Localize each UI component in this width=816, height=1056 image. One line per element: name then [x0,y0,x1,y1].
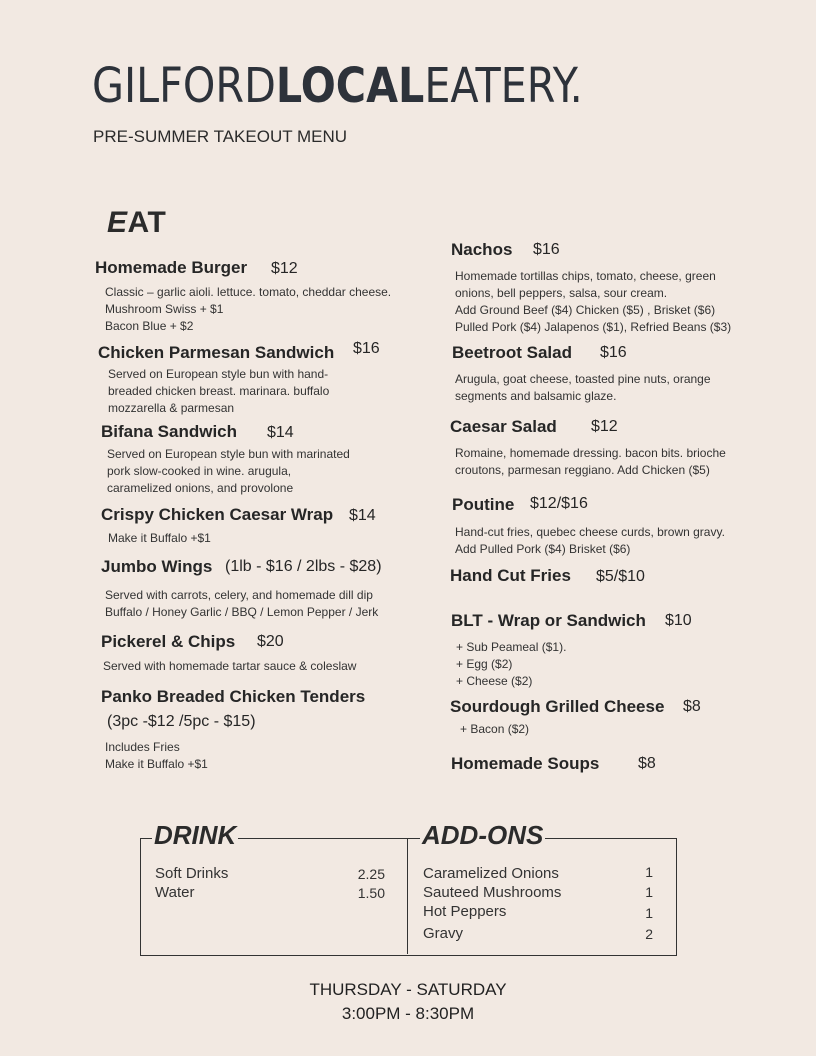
menu-item-name: Homemade Burger [95,258,248,277]
menu-item-name: BLT - Wrap or Sandwich [451,611,646,630]
description-line: Served on European style bun with hand- [108,367,329,381]
logo-text-gilford: GILFORD [92,58,276,114]
menu-item-name: Bifana Sandwich [101,422,238,441]
menu-item-name: Beetroot Salad [452,343,572,362]
description-line: mozzarella & parmesan [108,401,235,415]
addon-item-price: 1 [645,905,653,921]
description-line: Homemade tortillas chips, tomato, cheese, green [455,269,716,283]
menu-item-name: Nachos [451,240,513,259]
description-line: Add Pulled Pork ($4) Brisket ($6) [455,542,631,556]
menu-item-name: Chicken Parmesan Sandwich [98,343,335,362]
menu-item-description [107,446,350,497]
menu-item-name: Hand Cut Fries [450,566,571,585]
menu-item-name: Homemade Soups [451,754,600,773]
description-line: + Egg ($2) [456,657,513,671]
eat-heading-initial: E [107,206,128,239]
description-line: Served with carrots, celery, and homemade dill dip [105,588,373,602]
hours-days: THURSDAY - SATURDAY [309,980,507,999]
eat-heading [107,206,166,240]
drinks-addons-box [140,838,677,956]
description-line: Served with homemade tartar sauce & coleslaw [103,659,357,673]
description-line: Pulled Pork ($4) Jalapenos ($1), Refried Beans ($3) [455,320,732,334]
addon-item-price: 1 [645,864,653,880]
menu-item-price: (1lb - $16 / 2lbs - $28) [225,558,382,575]
description-line: caramelized onions, and provolone [107,481,294,495]
description-line: Classic – garlic aioli. lettuce. tomato, cheddar cheese. [105,285,392,299]
menu-item-price: $16 [533,241,560,258]
menu-item-price: (3pc -$12 /5pc - $15) [107,713,256,730]
menu-item-price: $5/$10 [596,568,645,585]
drink-item-name: Water [155,884,195,901]
description-line: Make it Buffalo +$1 [108,531,211,545]
drink-heading: DRINK [154,820,237,850]
addon-item-name: Hot Peppers [423,903,507,920]
description-line: + Cheese ($2) [456,674,533,688]
menu-item-price: $20 [257,633,284,650]
description-line: Bacon Blue + $2 [105,319,194,333]
drink-item-name: Soft Drinks [155,865,229,882]
description-line: Romaine, homemade dressing. bacon bits. brioche [455,446,726,460]
logo-text-local: LOCAL [275,58,425,114]
menu-item-description [105,739,208,773]
menu-item-description [455,524,725,558]
menu-subtitle: PRE-SUMMER TAKEOUT MENU [93,127,348,146]
menu-item-name: Poutine [452,495,515,514]
box-divider [407,838,408,954]
addon-item-name: Sauteed Mushrooms [423,884,562,901]
description-line: croutons, parmesan reggiano. Add Chicken ($5) [455,463,710,477]
menu-item-price: $12/$16 [530,495,588,512]
description-line: + Sub Peameal ($1). [456,640,567,654]
menu-item-description [455,445,726,479]
description-line: Mushroom Swiss + $1 [105,302,224,316]
description-line: Hand-cut fries, quebec cheese curds, brown gravy. [455,525,725,539]
hours-time: 3:00PM - 8:30PM [341,1004,475,1023]
menu-item-description [455,268,731,336]
addon-item-price: 1 [645,884,653,900]
menu-item-name: Panko Breaded Chicken Tenders [101,687,366,706]
menu-item-price: $10 [665,612,692,629]
menu-item-description [108,366,329,417]
menu-item-name: Jumbo Wings [101,557,213,576]
description-line: Arugula, goat cheese, toasted pine nuts, orange [455,372,711,386]
eat-heading-rest: AT [127,206,167,239]
menu-item-name: Crispy Chicken Caesar Wrap [101,505,334,524]
menu-item-price: $12 [271,260,298,277]
menu-item-price: $16 [600,344,627,361]
description-line: onions, bell peppers, salsa, sour cream. [455,286,668,300]
menu-item-price: $14 [349,507,376,524]
menu-item-name: Caesar Salad [450,417,557,436]
addon-item-name: Caramelized Onions [423,865,559,882]
menu-item-price: $14 [267,424,294,441]
menu-item-name: Sourdough Grilled Cheese [450,697,665,716]
description-line: Buffalo / Honey Garlic / BBQ / Lemon Pepper / Jerk [105,605,379,619]
description-line: breaded chicken breast. marinara. buffalo [108,384,330,398]
drink-item-price: 1.50 [357,885,385,901]
addons-heading: ADD-ONS [422,820,544,850]
menu-item-price: $16 [353,340,380,357]
menu-item-price: $8 [683,698,701,715]
menu-item-description [460,721,529,738]
description-line: + Bacon ($2) [460,722,530,736]
addon-item-name: Gravy [423,925,464,942]
menu-item-description [103,658,356,675]
description-line: Make it Buffalo +$1 [105,757,208,771]
description-line: segments and balsamic glaze. [455,389,617,403]
menu-item-price: $8 [638,755,656,772]
logo-text-eatery: EATERY. [424,58,583,114]
drink-item-price: 2.25 [357,866,385,882]
menu-item-description [108,530,211,547]
menu-item-description [105,284,391,335]
menu-item-description [455,371,711,405]
description-line: Add Ground Beef ($4) Chicken ($5) , Brisket ($6) [455,303,716,317]
description-line: pork slow-cooked in wine. arugula, [107,464,292,478]
description-line: Includes Fries [105,740,180,754]
menu-item-name: Pickerel & Chips [101,632,236,651]
menu-item-price: $12 [591,418,618,435]
menu-item-description [105,587,378,621]
addon-item-price: 2 [645,926,653,942]
restaurant-logo [92,58,583,114]
menu-item-description [456,639,566,690]
description-line: Served on European style bun with marinated [107,447,350,461]
